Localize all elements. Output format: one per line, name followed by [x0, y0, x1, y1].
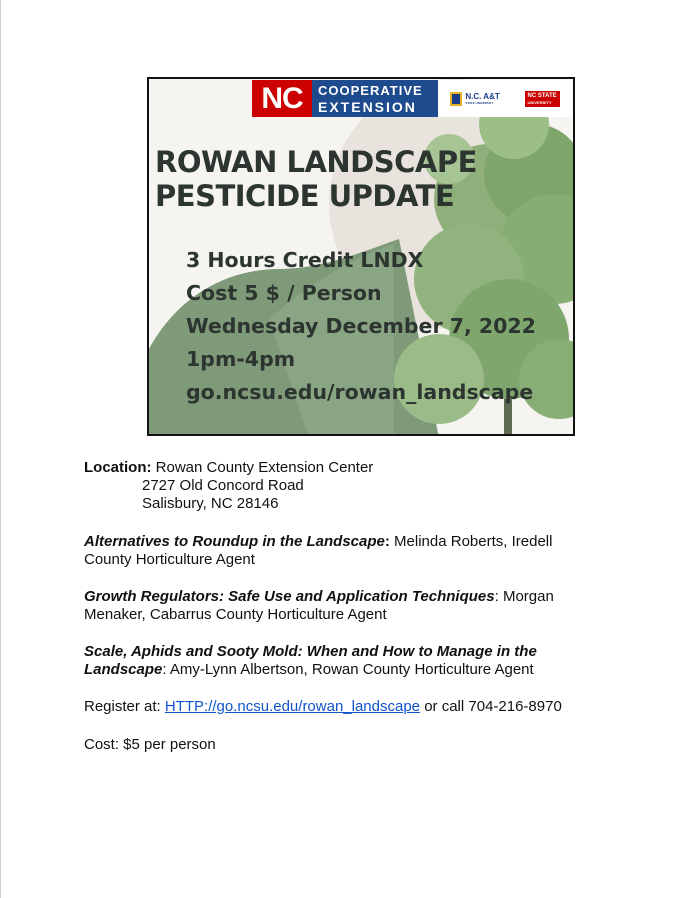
location-line2: 2727 Old Concord Road	[142, 477, 304, 494]
register-line	[84, 698, 624, 716]
cost-line: Cost 5 $ / Person	[186, 281, 382, 305]
extension-text: EXTENSION	[318, 98, 417, 115]
session-1: Alternatives to Roundup in the Landscape: Melinda Roberts, Iredell County Horticulture Agent	[84, 533, 624, 569]
event-date: Wednesday December 7, 2022	[186, 314, 536, 338]
session-3-title-cont: Landscape	[84, 661, 163, 678]
session-2-speaker-cont: Menaker, Cabarrus County Horticulture Agent	[84, 606, 387, 623]
session-1-speaker: Melinda Roberts, Iredell	[389, 533, 553, 550]
flyer-details	[186, 244, 536, 409]
event-time: 1pm-4pm	[186, 347, 296, 371]
credit-hours: 3 Hours Credit LNDX	[186, 248, 424, 272]
session-3: Scale, Aphids and Sooty Mold: When and How to Manage in the Landscape: Amy-Lynn Albertson, Rowan County Horticulture Agent	[84, 643, 624, 679]
cooperative-extension-logo	[312, 80, 438, 117]
session-3-speaker: Amy-Lynn Albertson, Rowan County Horticulture Agent	[166, 661, 534, 678]
flyer-url: go.ncsu.edu/rowan_landscape	[186, 380, 534, 404]
location-line3: Salisbury, NC 28146	[142, 495, 279, 512]
nc-logo: NC	[252, 80, 312, 117]
cost-text: Cost: $5 per person	[84, 736, 216, 753]
session-2-title: Growth Regulators: Safe Use and Application Techniques	[84, 588, 495, 605]
page-edge	[0, 0, 1, 898]
ncstate-sub: UNIVERSITY	[527, 99, 552, 105]
ncat-shield-icon	[450, 92, 462, 106]
location-label: Location:	[84, 459, 152, 476]
flyer-title	[155, 145, 477, 213]
ncstate-logo	[525, 91, 560, 107]
session-1-title: Alternatives to Roundup in the Landscape	[84, 533, 385, 550]
cooperative-text: COOPERATIVE	[318, 82, 423, 98]
register-suffix: or call 704-216-8970	[420, 698, 562, 715]
partner-logos	[438, 80, 572, 117]
session-2-speaker: Morgan	[498, 588, 554, 605]
register-prefix: Register at:	[84, 698, 165, 715]
event-flyer	[147, 77, 575, 436]
session-3-title: Scale, Aphids and Sooty Mold: When and How to Manage in the	[84, 643, 537, 660]
ncat-logo	[450, 92, 499, 106]
flyer-title-line2: PESTICIDE UPDATE	[155, 179, 455, 213]
flyer-title-line1: ROWAN LANDSCAPE	[155, 145, 477, 179]
register-link[interactable]: HTTP://go.ncsu.edu/rowan_landscape	[164, 698, 421, 715]
session-2: Growth Regulators: Safe Use and Application Techniques: Morgan Menaker, Cabarrus County Horticulture Agent	[84, 588, 624, 624]
ncstate-name: NC STATE	[527, 92, 557, 99]
session-1-speaker-cont: County Horticulture Agent	[84, 551, 255, 568]
extension-logo-bar	[252, 80, 572, 117]
location-line1: Rowan County Extension Center	[155, 459, 374, 476]
ncat-name: N.C. A&T	[465, 92, 500, 101]
location-block	[84, 459, 624, 513]
ncat-sub: STATE UNIVERSITY	[465, 101, 494, 105]
